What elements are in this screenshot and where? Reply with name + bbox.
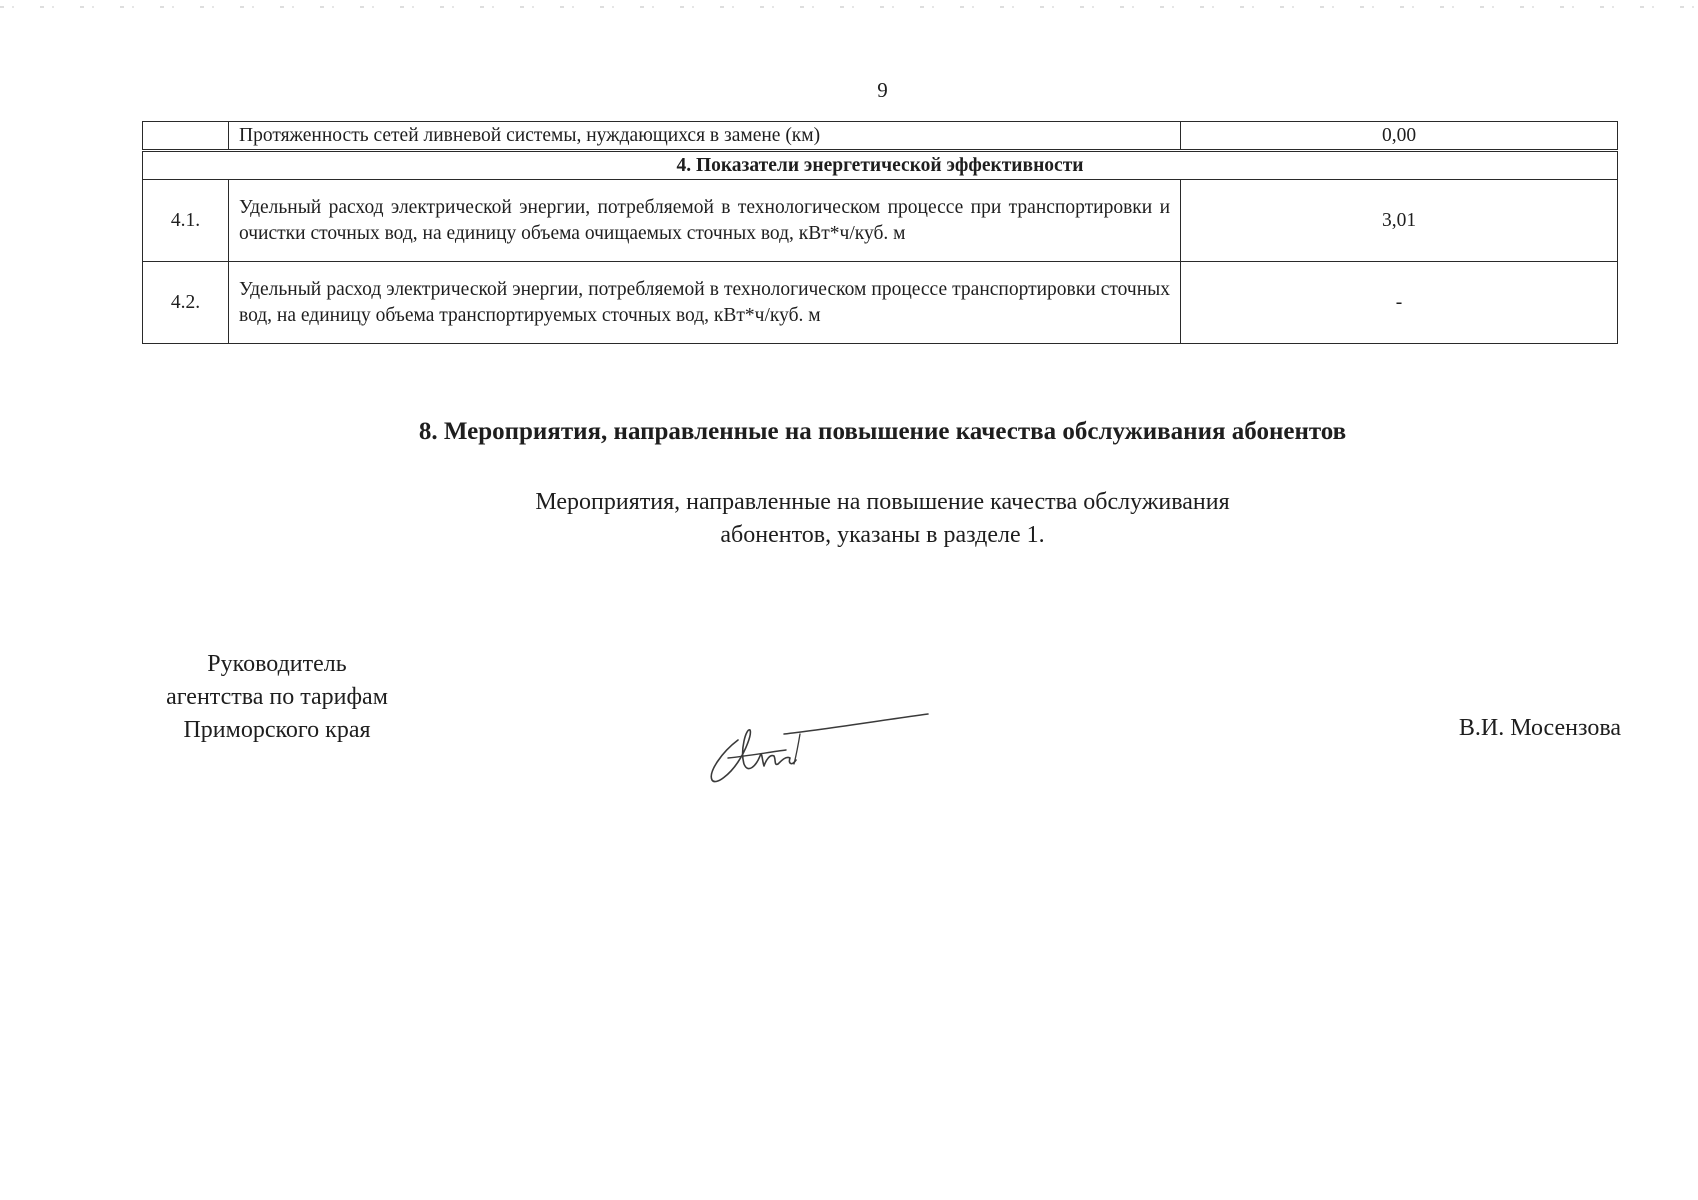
section-8-text-line: Мероприятия, направленные на повышение качества обслуживания: [535, 489, 1230, 515]
indicator-value: 0,00: [1181, 122, 1618, 151]
indicators-table: [142, 121, 1618, 344]
row-number: 4.2.: [143, 262, 229, 344]
section-8-text-line: абонентов, указаны в разделе 1.: [720, 522, 1045, 548]
indicator-value: 3,01: [1181, 180, 1618, 262]
position-line: Руководитель: [207, 651, 347, 677]
table-row: [143, 180, 1618, 262]
table-row: [143, 122, 1618, 151]
indicator-value: -: [1181, 262, 1618, 344]
row-number: [143, 122, 229, 151]
position-line: агентства по тарифам: [166, 684, 388, 710]
section-title: 4. Показатели энергетической эффективности: [143, 151, 1618, 180]
signatory-name: В.И. Мосензова: [1458, 715, 1621, 741]
signatory-position: [142, 648, 412, 747]
position-line: Приморского края: [183, 717, 371, 743]
row-number: 4.1.: [143, 180, 229, 262]
section-header-row: [143, 151, 1618, 180]
table-row: [143, 262, 1618, 344]
scan-artifact-line: [0, 6, 1698, 8]
indicator-name: Протяженность сетей ливневой системы, нуждающихся в замене (км): [229, 122, 1181, 151]
indicator-name: Удельный расход электрической энергии, потребляемой в технологическом процессе транспортировки сточных вод, на единицу объема транспортируемых сточных вод, кВт*ч/куб. м: [229, 262, 1181, 344]
section-8-heading: 8. Мероприятия, направленные на повышение качества обслуживания абонентов: [418, 418, 1347, 445]
handwritten-signature: [700, 700, 940, 790]
indicator-name: Удельный расход электрической энергии, потребляемой в технологическом процессе при транспортировки и очистки сточных вод, на единицу объема очищаемых сточных вод, кВт*ч/куб. м: [229, 180, 1181, 262]
section-8-text: [0, 486, 1698, 552]
page-number: 9: [877, 78, 888, 102]
